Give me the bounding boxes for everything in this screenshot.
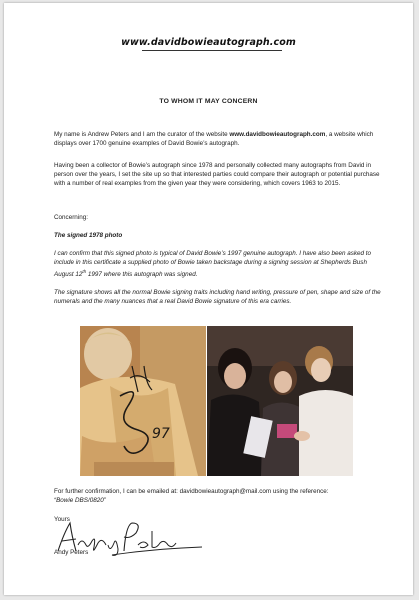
contact-text: For further confirmation, I can be emailed at: davidbowieautograph@mail.com using the reference: — [54, 488, 329, 495]
collector-paragraph: Having been a collector of Bowie’s autograph since 1978 and personally collected many autographs from David in person over the years, I set the site up so that interested parties could compare their autograph or potential purchase with a number of real examples from the given year they were considering, which covers 1963 to 2015. — [54, 162, 380, 188]
photo-inscription-year: 97 — [152, 426, 170, 442]
header-underline — [142, 50, 282, 51]
signature-traits-paragraph: The signature shows all the normal Bowie signing traits including hand writing, pressure of pen, shape and size of the numerals and the many nuances that a real David Bowie signature of this era carries. — [54, 289, 381, 306]
reference-code: “Bowie DBS/0820” — [54, 497, 106, 505]
confirmation-paragraph — [54, 249, 384, 280]
intro-site-link: www.davidbowieautograph.com — [229, 131, 326, 138]
confirmation-text-start: I can confirm that this signed photo is typical of David Bowie’s 1997 genuine autograph. I have also been asked to include in this certificate a supplied photo of Bowie taken backstage during a signing session at Shepherds Bush August 12 — [54, 250, 372, 279]
letter-heading: TO WHOM IT MAY CONCERN — [159, 98, 258, 105]
signed-photo — [80, 326, 206, 476]
backstage-photo-art — [207, 326, 353, 476]
closing-yours: Yours — [54, 516, 70, 523]
item-title: The signed 1978 photo — [54, 232, 123, 239]
header-site-url: www.davidbowieautograph.com — [121, 37, 296, 48]
certificate-page — [4, 3, 413, 595]
signed-photo-art — [80, 326, 206, 476]
backstage-photo — [207, 326, 353, 476]
intro-text-start: My name is Andrew Peters and I am the curator of the website — [54, 131, 230, 138]
contact-paragraph — [54, 487, 384, 505]
confirmation-text-end: 1997 where this autograph was signed. — [86, 271, 198, 279]
confirmation-superscript: th — [82, 269, 87, 275]
concerning-label: Concerning: — [54, 214, 88, 221]
photo-strip — [80, 326, 353, 476]
signer-name: Andy Peters — [54, 549, 89, 556]
intro-text-end: , a website which displays over 1700 genuine examples of David Bowie’s autograph. — [54, 131, 374, 148]
intro-paragraph — [54, 130, 384, 148]
